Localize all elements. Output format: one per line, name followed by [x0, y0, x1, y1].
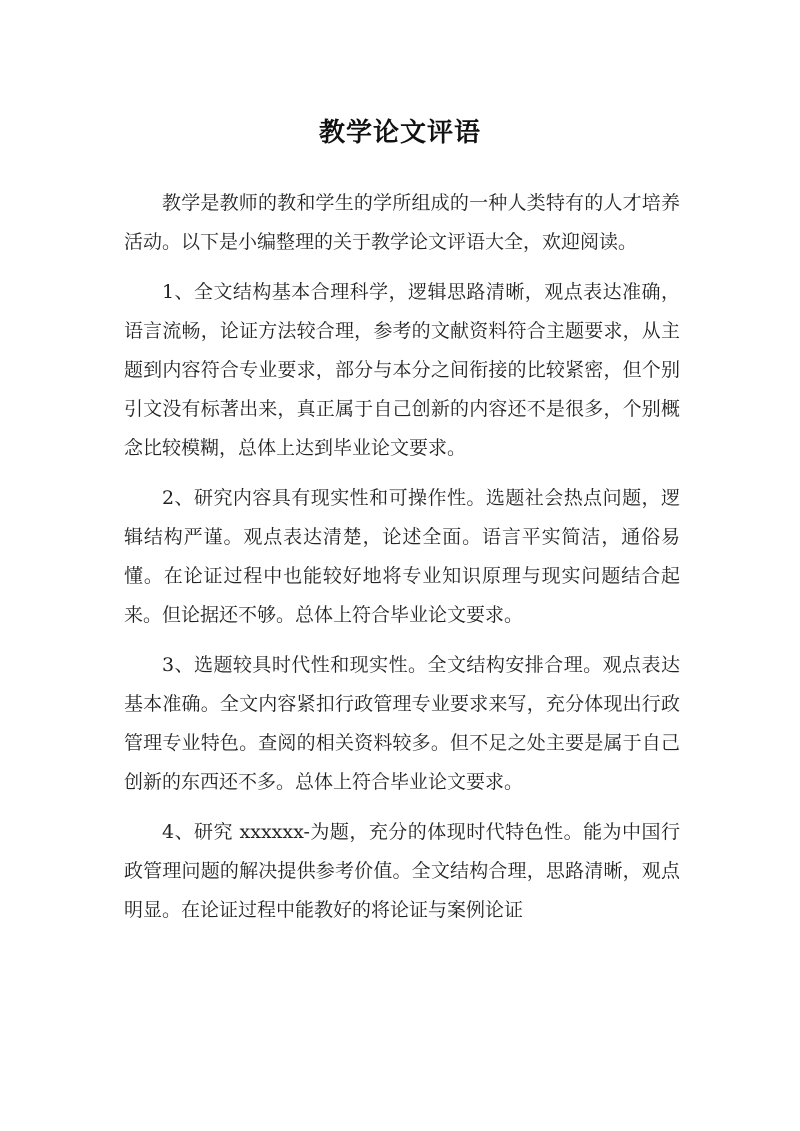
page-title: 教学论文评语	[318, 118, 481, 149]
comment-paragraph-3: 3、选题较具时代性和现实性。全文结构安排合理。观点表达基本准确。全文内容紧扣行政管理专业要求来写，充分体现出行政管理专业特色。查阅的相关资料较多。但不足之处主要是属于自己创新的东西还不多。总体上符合毕业论文要求。	[124, 654, 680, 793]
comment-paragraph-2: 2、研究内容具有现实性和可操作性。选题社会热点问题，逻辑结构严谨。观点表达清楚，论述全面。语言平实简洁，通俗易懂。在论证过程中也能较好地将专业知识原理与现实问题结合起来。但论据还不够。总体上符合毕业论文要求。	[124, 487, 680, 626]
comment-paragraph-1: 1、全文结构基本合理科学，逻辑思路清晰，观点表达准确，语言流畅，论证方法较合理，参考的文献资料符合主题要求，从主题到内容符合专业要求，部分与本分之间衔接的比较紧密，但个别引文没有标著出来，真正属于自己创新的内容还不是很多，个别概念比较模糊，总体上达到毕业论文要求。	[124, 281, 680, 459]
comment-paragraph-4: 4、研究 xxxxxx-为题，充分的体现时代特色性。能为中国行政管理问题的解决提供参考价值。全文结构合理，思路清晰，观点明显。在论证过程中能教好的将论证与案例论证	[124, 821, 680, 921]
document-body	[124, 184, 680, 941]
intro-paragraph: 教学是教师的教和学生的学所组成的一种人类特有的人才培养活动。以下是小编整理的关于教学论文评语大全，欢迎阅读。	[124, 192, 680, 253]
